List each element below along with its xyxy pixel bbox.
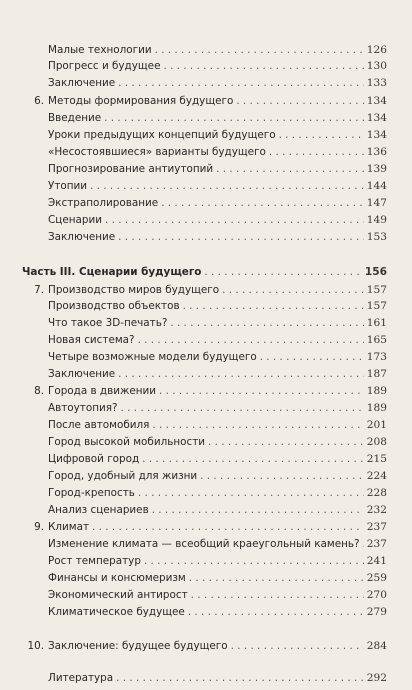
toc-leader [155, 43, 364, 57]
toc-entry-page: 224 [366, 470, 387, 482]
toc-entry [48, 331, 387, 347]
toc-entry-page: 134 [366, 112, 387, 124]
toc-entry-title: Прогресс и будущее [48, 60, 161, 72]
toc-entry-title: Заключение [48, 231, 116, 243]
toc-leader [260, 350, 364, 364]
toc-entry [48, 569, 387, 585]
toc-chapter-number: 10. [27, 640, 44, 652]
toc-entry-title: Новая система? [48, 334, 135, 346]
toc-leader [90, 179, 364, 193]
toc-entry [48, 484, 387, 500]
toc-entry-title: Методы формирования будущего [48, 95, 234, 107]
toc-entry-page: 139 [366, 163, 387, 175]
toc-entry [48, 297, 387, 313]
toc-chapter [34, 92, 387, 108]
toc-entry [48, 467, 387, 483]
toc-entry-page: 136 [366, 146, 387, 158]
toc-leader [216, 162, 364, 176]
toc-leader [204, 265, 361, 279]
toc-leader [144, 554, 364, 568]
toc-leader [236, 94, 363, 108]
toc-leader [269, 145, 364, 159]
toc-leader [116, 671, 364, 685]
toc-entry [48, 669, 387, 685]
toc-chapter [34, 382, 387, 398]
toc-leader [118, 76, 364, 90]
toc-entry-page: 189 [366, 385, 387, 397]
toc-entry [48, 416, 387, 432]
toc-entry-page: 284 [366, 640, 387, 652]
toc-chapter-number: 9. [34, 521, 44, 533]
toc-entry [48, 41, 387, 57]
toc-entry-page: 157 [366, 284, 387, 296]
toc-entry-title: После автомобиля [48, 419, 150, 431]
toc-entry [48, 535, 387, 551]
toc-entry [48, 74, 387, 90]
toc-entry-page: 237 [366, 538, 387, 550]
toc-entry-page: 292 [366, 672, 387, 684]
toc-entry [48, 365, 387, 381]
toc-leader [152, 418, 363, 432]
toc-entry-page: 149 [366, 214, 387, 226]
toc-entry-page: 201 [366, 419, 387, 431]
toc-entry-title: Автоутопия? [48, 402, 118, 414]
toc-leader [188, 605, 364, 619]
toc-leader [231, 639, 364, 653]
toc-leader [163, 59, 363, 73]
toc-leader [121, 401, 364, 415]
toc-entry-title: «Несостоявшиеся» варианты будущего [48, 146, 266, 158]
toc-entry [48, 126, 387, 142]
toc-entry-title: Введение [48, 112, 102, 124]
toc-entry-page: 187 [366, 368, 387, 380]
toc-entry-page: 165 [366, 334, 387, 346]
toc-entry-title: Город, удобный для жизни [48, 470, 198, 482]
toc-entry [48, 348, 387, 364]
toc-entry-title: Малые технологии [48, 44, 152, 56]
toc-chapter-number: 7. [34, 284, 44, 296]
toc-leader [279, 128, 364, 142]
toc-part-heading [22, 263, 387, 279]
toc-entry-page: 237 [366, 521, 387, 533]
toc-entry [48, 194, 387, 210]
toc-entry-title: Производство объектов [48, 300, 180, 312]
toc-entry-title: Города в движении [48, 385, 157, 397]
toc-entry-page: 134 [366, 129, 387, 141]
toc-entry [48, 501, 387, 517]
toc-leader [92, 520, 364, 534]
toc-entry [48, 143, 387, 159]
toc-entry-title: Экстраполирование [48, 197, 159, 209]
toc-entry-title: Рост температур [48, 555, 141, 567]
toc-entry-title: Уроки предыдущих концепций будущего [48, 129, 276, 141]
toc-leader [152, 503, 364, 517]
toc-entry-page: 241 [366, 555, 387, 567]
toc-part-title: Часть III. Сценарии будущего [22, 266, 202, 278]
toc-entry-title: Заключение [48, 77, 116, 89]
toc-entry [48, 586, 387, 602]
toc-leader [200, 469, 364, 483]
toc-entry-title: Город высокой мобильности [48, 436, 206, 448]
toc-entry-title: Литература [48, 672, 114, 684]
toc-entry-title: Изменение климата — всеобщий краеугольный камень? [48, 538, 360, 550]
toc-entry [48, 433, 387, 449]
toc-chapter-number: 8. [34, 385, 44, 397]
toc-entry-page: 173 [366, 351, 387, 363]
toc-entry-page: 156 [364, 266, 387, 278]
toc-entry [48, 450, 387, 466]
toc-entry-title: Финансы и консюмеризм [48, 572, 186, 584]
toc-entry-page: 232 [366, 504, 387, 516]
toc-entry-title: Анализ сценариев [48, 504, 149, 516]
toc-leader [138, 333, 364, 347]
toc-entry [48, 552, 387, 568]
toc-entry-page: 259 [366, 572, 387, 584]
toc-leader [208, 435, 364, 449]
toc-leader [170, 316, 363, 330]
toc-leader [118, 367, 364, 381]
toc-entry-page: 157 [366, 300, 387, 312]
toc-leader [189, 571, 364, 585]
toc-leader [183, 299, 364, 313]
toc-leader [159, 384, 364, 398]
toc-chapter [34, 281, 387, 297]
toc-entry-page: 189 [366, 402, 387, 414]
toc-entry-title: Город-крепость [48, 487, 135, 499]
toc-entry [48, 177, 387, 193]
toc-entry-title: Цифровой город [48, 453, 140, 465]
toc-leader [222, 283, 364, 297]
toc-entry [48, 314, 387, 330]
toc-entry [48, 57, 387, 73]
toc-leader [138, 486, 364, 500]
toc-entry-page: 133 [366, 77, 387, 89]
toc-entry-title: Экономический антирост [48, 589, 188, 601]
toc-leader [104, 111, 364, 125]
toc-chapter-number: 6. [34, 95, 44, 107]
toc-entry-title: Климат [48, 521, 90, 533]
toc-entry-page: 130 [366, 60, 387, 72]
toc-leader [118, 230, 364, 244]
toc-leader [142, 452, 364, 466]
toc-entry-title: Что такое 3D-печать? [48, 317, 168, 329]
toc-entry-page: 270 [366, 589, 387, 601]
toc-entry-page: 161 [366, 317, 387, 329]
toc-entry-title: Четыре возможные модели будущего [48, 351, 257, 363]
toc-entry [48, 160, 387, 176]
toc-entry-page: 147 [366, 197, 387, 209]
toc-entry-page: 134 [366, 95, 387, 107]
toc-entry-title: Климатическое будущее [48, 606, 185, 618]
toc-entry-page: 153 [366, 231, 387, 243]
toc-entry-page: 279 [366, 606, 387, 618]
toc-entry-title: Заключение: будущее будущего [48, 640, 228, 652]
toc-entry-page: 144 [366, 180, 387, 192]
toc-entry-page: 228 [366, 487, 387, 499]
toc-leader [105, 213, 364, 227]
toc-entry-page: 126 [366, 44, 387, 56]
toc-entry-title: Прогнозирование антиутопий [48, 163, 214, 175]
toc-entry-page: 208 [366, 436, 387, 448]
toc-entry-title: Сценарии [48, 214, 102, 226]
toc-entry [48, 603, 387, 619]
toc-leader [161, 196, 364, 210]
toc-entry [48, 211, 387, 227]
toc-entry-page: 215 [366, 453, 387, 465]
toc-entry-title: Утопии [48, 180, 88, 192]
toc-chapter [34, 518, 387, 534]
toc-leader [191, 588, 364, 602]
toc-entry [48, 228, 387, 244]
toc-entry [48, 399, 387, 415]
toc-entry-title: Производство миров будущего [48, 284, 220, 296]
toc-entry-title: Заключение [48, 368, 116, 380]
toc-chapter [27, 637, 387, 653]
toc-entry [48, 109, 387, 125]
